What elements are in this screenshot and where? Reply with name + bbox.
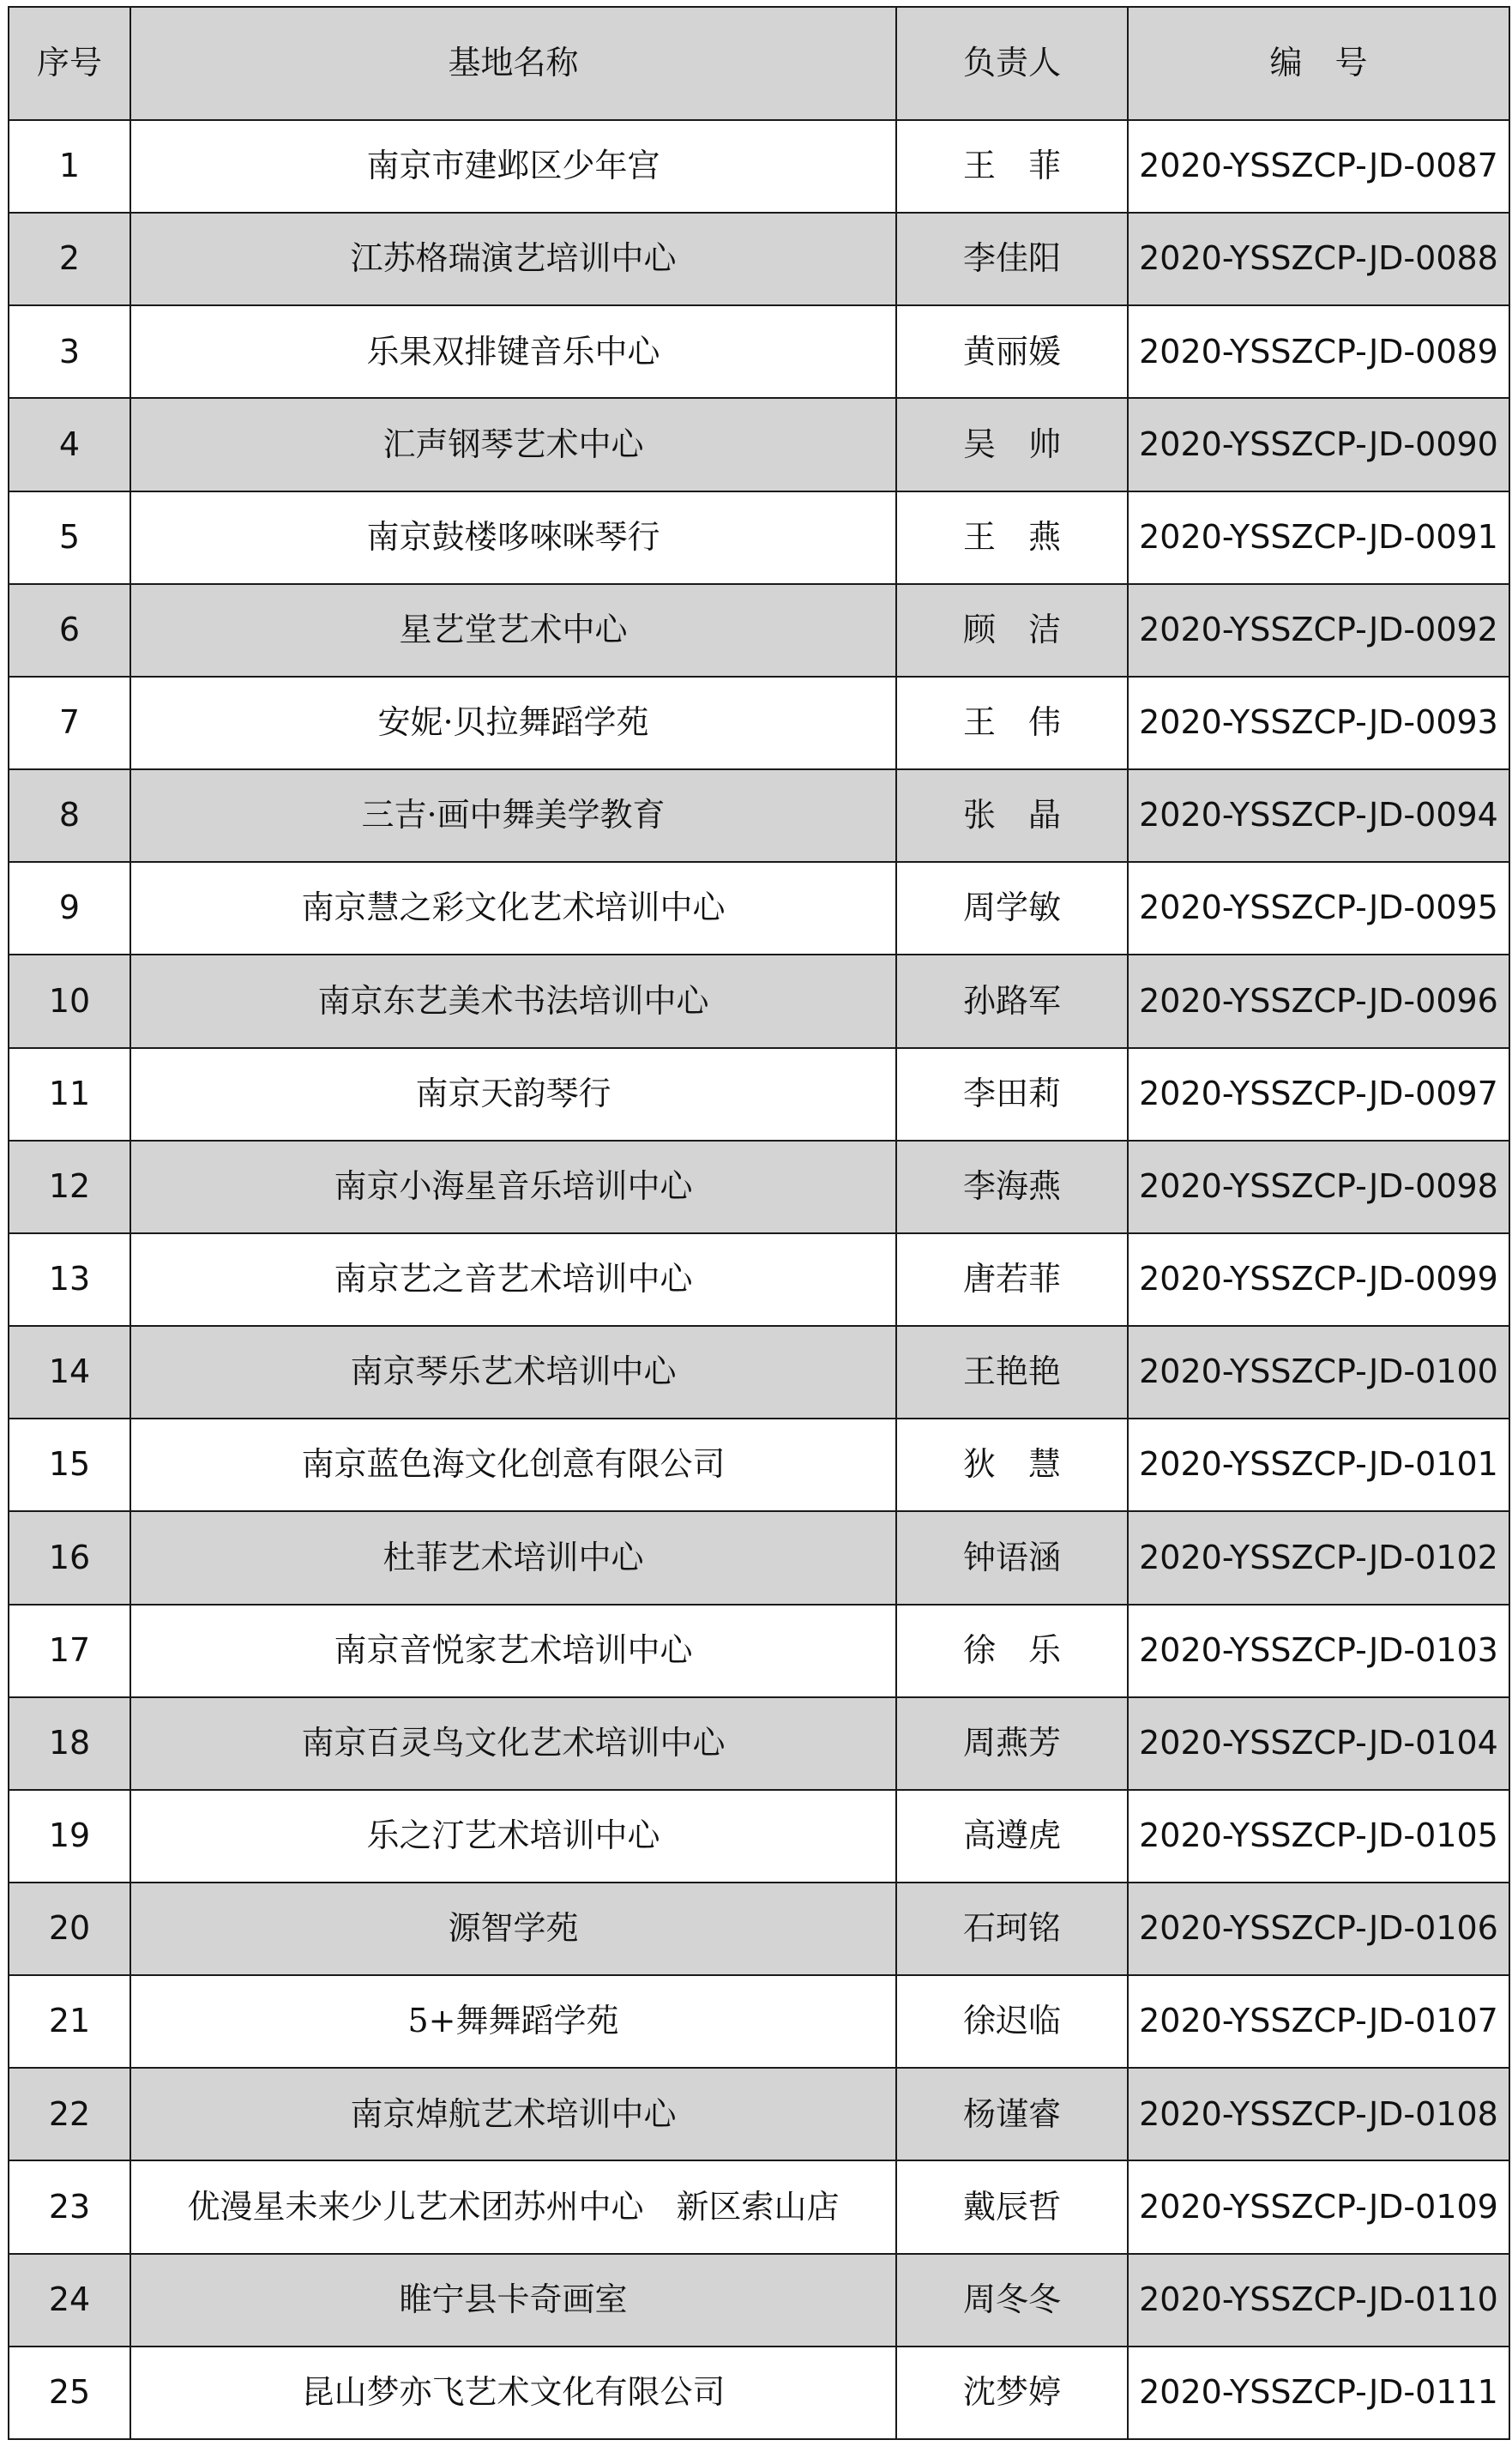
cell-seq: 2: [9, 213, 130, 305]
cell-name: 南京百灵鸟文化艺术培训中心: [130, 1697, 896, 1790]
cell-leader: 王 菲: [896, 120, 1128, 213]
cell-code: 2020-YSSZCP-JD-0110: [1128, 2254, 1509, 2347]
cell-name: 昆山梦亦飞艺术文化有限公司: [130, 2347, 896, 2439]
cell-name: 优漫星未来少儿艺术团苏州中心 新区索山店: [130, 2160, 896, 2253]
table-row: [9, 2068, 1509, 2160]
cell-seq: 18: [9, 1697, 130, 1790]
table-row: [9, 398, 1509, 491]
cell-leader: 钟语涵: [896, 1511, 1128, 1604]
table-row: [9, 120, 1509, 213]
cell-seq: 10: [9, 955, 130, 1047]
cell-leader: 周冬冬: [896, 2254, 1128, 2347]
cell-seq: 3: [9, 305, 130, 398]
cell-leader: 沈梦婷: [896, 2347, 1128, 2439]
cell-leader: 顾 洁: [896, 584, 1128, 677]
cell-code: 2020-YSSZCP-JD-0092: [1128, 584, 1509, 677]
cell-seq: 16: [9, 1511, 130, 1604]
cell-name: 南京鼓楼哆唻咪琴行: [130, 491, 896, 584]
cell-name: 三吉·画中舞美学教育: [130, 769, 896, 862]
table-row: [9, 2254, 1509, 2347]
cell-name: 南京音悦家艺术培训中心: [130, 1605, 896, 1697]
cell-code: 2020-YSSZCP-JD-0106: [1128, 1883, 1509, 1975]
cell-code: 2020-YSSZCP-JD-0087: [1128, 120, 1509, 213]
table-row: [9, 955, 1509, 1047]
cell-name: 南京琴乐艺术培训中心: [130, 1326, 896, 1419]
table-row: [9, 2347, 1509, 2439]
cell-leader: 戴辰哲: [896, 2160, 1128, 2253]
cell-code: 2020-YSSZCP-JD-0100: [1128, 1326, 1509, 1419]
cell-leader: 孙路军: [896, 955, 1128, 1047]
table-row: [9, 862, 1509, 955]
cell-seq: 17: [9, 1605, 130, 1697]
cell-code: 2020-YSSZCP-JD-0097: [1128, 1048, 1509, 1141]
cell-name: 南京市建邺区少年宫: [130, 120, 896, 213]
table-row: [9, 1883, 1509, 1975]
cell-code: 2020-YSSZCP-JD-0095: [1128, 862, 1509, 955]
cell-seq: 23: [9, 2160, 130, 2253]
table-row: [9, 1605, 1509, 1697]
cell-name: 源智学苑: [130, 1883, 896, 1975]
header-seq: 序号: [9, 7, 130, 120]
cell-name: 汇声钢琴艺术中心: [130, 398, 896, 491]
table-row: [9, 1326, 1509, 1419]
table-row: [9, 769, 1509, 862]
cell-leader: 张 晶: [896, 769, 1128, 862]
cell-seq: 14: [9, 1326, 130, 1419]
table-row: [9, 491, 1509, 584]
cell-code: 2020-YSSZCP-JD-0102: [1128, 1511, 1509, 1604]
cell-code: 2020-YSSZCP-JD-0104: [1128, 1697, 1509, 1790]
cell-code: 2020-YSSZCP-JD-0088: [1128, 213, 1509, 305]
cell-code: 2020-YSSZCP-JD-0099: [1128, 1233, 1509, 1326]
cell-code: 2020-YSSZCP-JD-0103: [1128, 1605, 1509, 1697]
cell-seq: 1: [9, 120, 130, 213]
cell-leader: 高遵虎: [896, 1790, 1128, 1883]
cell-name: 南京艺之音艺术培训中心: [130, 1233, 896, 1326]
table-row: [9, 677, 1509, 769]
cell-name: 5+舞舞蹈学苑: [130, 1975, 896, 2068]
table-row: [9, 1141, 1509, 1233]
table-row: [9, 1790, 1509, 1883]
cell-code: 2020-YSSZCP-JD-0091: [1128, 491, 1509, 584]
cell-leader: 吴 帅: [896, 398, 1128, 491]
cell-name: 南京天韵琴行: [130, 1048, 896, 1141]
cell-leader: 徐迟临: [896, 1975, 1128, 2068]
cell-name: 江苏格瑞演艺培训中心: [130, 213, 896, 305]
cell-leader: 唐若菲: [896, 1233, 1128, 1326]
cell-seq: 9: [9, 862, 130, 955]
cell-seq: 19: [9, 1790, 130, 1883]
cell-leader: 石珂铭: [896, 1883, 1128, 1975]
cell-code: 2020-YSSZCP-JD-0098: [1128, 1141, 1509, 1233]
table-row: [9, 305, 1509, 398]
cell-name: 南京慧之彩文化艺术培训中心: [130, 862, 896, 955]
cell-name: 杜菲艺术培训中心: [130, 1511, 896, 1604]
cell-seq: 13: [9, 1233, 130, 1326]
cell-seq: 24: [9, 2254, 130, 2347]
cell-leader: 李海燕: [896, 1141, 1128, 1233]
cell-leader: 李田莉: [896, 1048, 1128, 1141]
table-row: [9, 2160, 1509, 2253]
cell-name: 南京东艺美术书法培训中心: [130, 955, 896, 1047]
cell-seq: 5: [9, 491, 130, 584]
cell-seq: 15: [9, 1419, 130, 1511]
cell-seq: 21: [9, 1975, 130, 2068]
cell-seq: 8: [9, 769, 130, 862]
cell-code: 2020-YSSZCP-JD-0105: [1128, 1790, 1509, 1883]
cell-code: 2020-YSSZCP-JD-0089: [1128, 305, 1509, 398]
cell-seq: 11: [9, 1048, 130, 1141]
cell-code: 2020-YSSZCP-JD-0096: [1128, 955, 1509, 1047]
cell-name: 乐果双排键音乐中心: [130, 305, 896, 398]
cell-code: 2020-YSSZCP-JD-0094: [1128, 769, 1509, 862]
cell-leader: 周学敏: [896, 862, 1128, 955]
cell-leader: 杨谨睿: [896, 2068, 1128, 2160]
cell-name: 乐之汀艺术培训中心: [130, 1790, 896, 1883]
header-name: 基地名称: [130, 7, 896, 120]
cell-seq: 25: [9, 2347, 130, 2439]
table-row: [9, 1048, 1509, 1141]
table-row: [9, 1975, 1509, 2068]
cell-seq: 20: [9, 1883, 130, 1975]
cell-code: 2020-YSSZCP-JD-0111: [1128, 2347, 1509, 2439]
cell-name: 星艺堂艺术中心: [130, 584, 896, 677]
cell-code: 2020-YSSZCP-JD-0109: [1128, 2160, 1509, 2253]
cell-code: 2020-YSSZCP-JD-0093: [1128, 677, 1509, 769]
table-row: [9, 1697, 1509, 1790]
table-row: [9, 1233, 1509, 1326]
cell-leader: 王 伟: [896, 677, 1128, 769]
cell-code: 2020-YSSZCP-JD-0107: [1128, 1975, 1509, 2068]
table-row: [9, 1419, 1509, 1511]
cell-leader: 周燕芳: [896, 1697, 1128, 1790]
cell-name: 南京小海星音乐培训中心: [130, 1141, 896, 1233]
cell-seq: 7: [9, 677, 130, 769]
table-body: [9, 120, 1509, 2439]
table-header: [9, 7, 1509, 120]
cell-name: 睢宁县卡奇画室: [130, 2254, 896, 2347]
table-row: [9, 1511, 1509, 1604]
table-row: [9, 213, 1509, 305]
cell-name: 南京蓝色海文化创意有限公司: [130, 1419, 896, 1511]
cell-code: 2020-YSSZCP-JD-0101: [1128, 1419, 1509, 1511]
cell-leader: 王 燕: [896, 491, 1128, 584]
header-row: [9, 7, 1509, 120]
cell-code: 2020-YSSZCP-JD-0090: [1128, 398, 1509, 491]
cell-name: 南京焯航艺术培训中心: [130, 2068, 896, 2160]
cell-seq: 12: [9, 1141, 130, 1233]
cell-seq: 22: [9, 2068, 130, 2160]
cell-leader: 狄 慧: [896, 1419, 1128, 1511]
cell-seq: 6: [9, 584, 130, 677]
cell-name: 安妮·贝拉舞蹈学苑: [130, 677, 896, 769]
header-leader: 负责人: [896, 7, 1128, 120]
cell-leader: 徐 乐: [896, 1605, 1128, 1697]
cell-seq: 4: [9, 398, 130, 491]
cell-code: 2020-YSSZCP-JD-0108: [1128, 2068, 1509, 2160]
header-code: 编 号: [1128, 7, 1509, 120]
base-list-table: [8, 6, 1510, 2440]
cell-leader: 李佳阳: [896, 213, 1128, 305]
table-row: [9, 584, 1509, 677]
cell-leader: 王艳艳: [896, 1326, 1128, 1419]
cell-leader: 黄丽媛: [896, 305, 1128, 398]
